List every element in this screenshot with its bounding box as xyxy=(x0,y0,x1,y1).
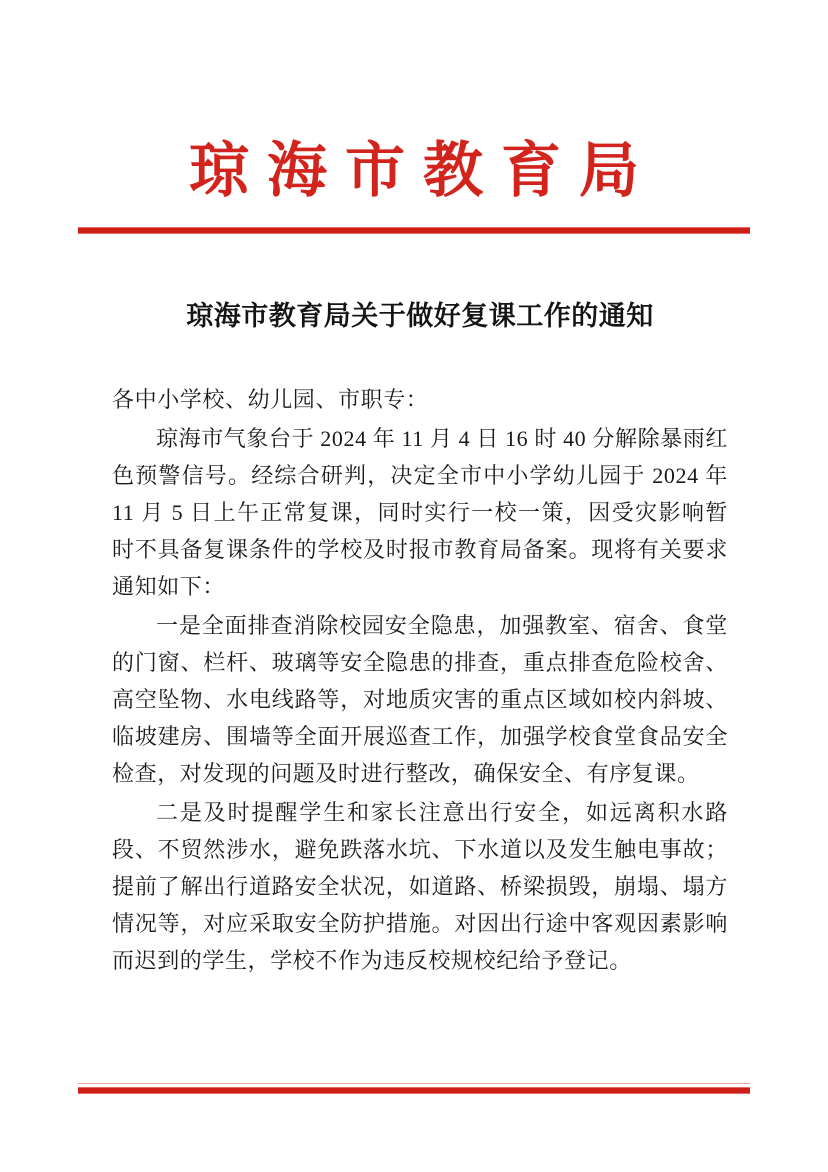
body-paragraph-3: 二是及时提醒学生和家长注意出行安全，如远离积水路段、不贸然涉水，避免跌落水坑、下水道以及发生触电事故；提前了解出行道路安全状况，如道路、桥梁损毁，崩塌、塌方情况等，对应采取安全防护措施。对因出行途中客观因素影响而迟到的学生，学校不作为违反校规校纪给予登记。 xyxy=(112,799,728,973)
document-title: 琼海市教育局关于做好复课工作的通知 xyxy=(186,301,654,332)
footer-rule-thick xyxy=(78,1087,750,1094)
body-paragraph-1: 琼海市气象台于 2024 年 11 月 4 日 16 时 40 分解除暴雨红色预警信号。经综合研判，决定全市中小学幼儿园于 2024 年 11 月 5 日上午正常复课，同时实行一校一策，因受灾影响暂时不具备复课条件的学校及时报市教育局备案。现将有关要求通知如下： xyxy=(112,425,728,599)
letterhead-rule xyxy=(0,227,828,234)
document-footer xyxy=(0,1083,828,1172)
document-body xyxy=(0,234,828,979)
letterhead xyxy=(0,0,828,234)
footer-rule-thin xyxy=(78,1083,750,1084)
issuing-organization: 琼海市教育局 xyxy=(189,138,657,204)
addressee-line: 各中小学校、幼儿园、市职专： xyxy=(112,386,429,412)
body-paragraph-2: 一是全面排查消除校园安全隐患，加强教室、宿舍、食堂的门窗、栏杆、玻璃等安全隐患的排查，重点排查危险校舍、高空坠物、水电线路等，对地质灾害的重点区域如校内斜坡、临坡建房、围墙等全面开展巡查工作，加强学校食堂食品安全检查，对发现的问题及时进行整改，确保安全、有序复课。 xyxy=(112,612,728,786)
letterhead-rule-thick xyxy=(78,227,750,234)
